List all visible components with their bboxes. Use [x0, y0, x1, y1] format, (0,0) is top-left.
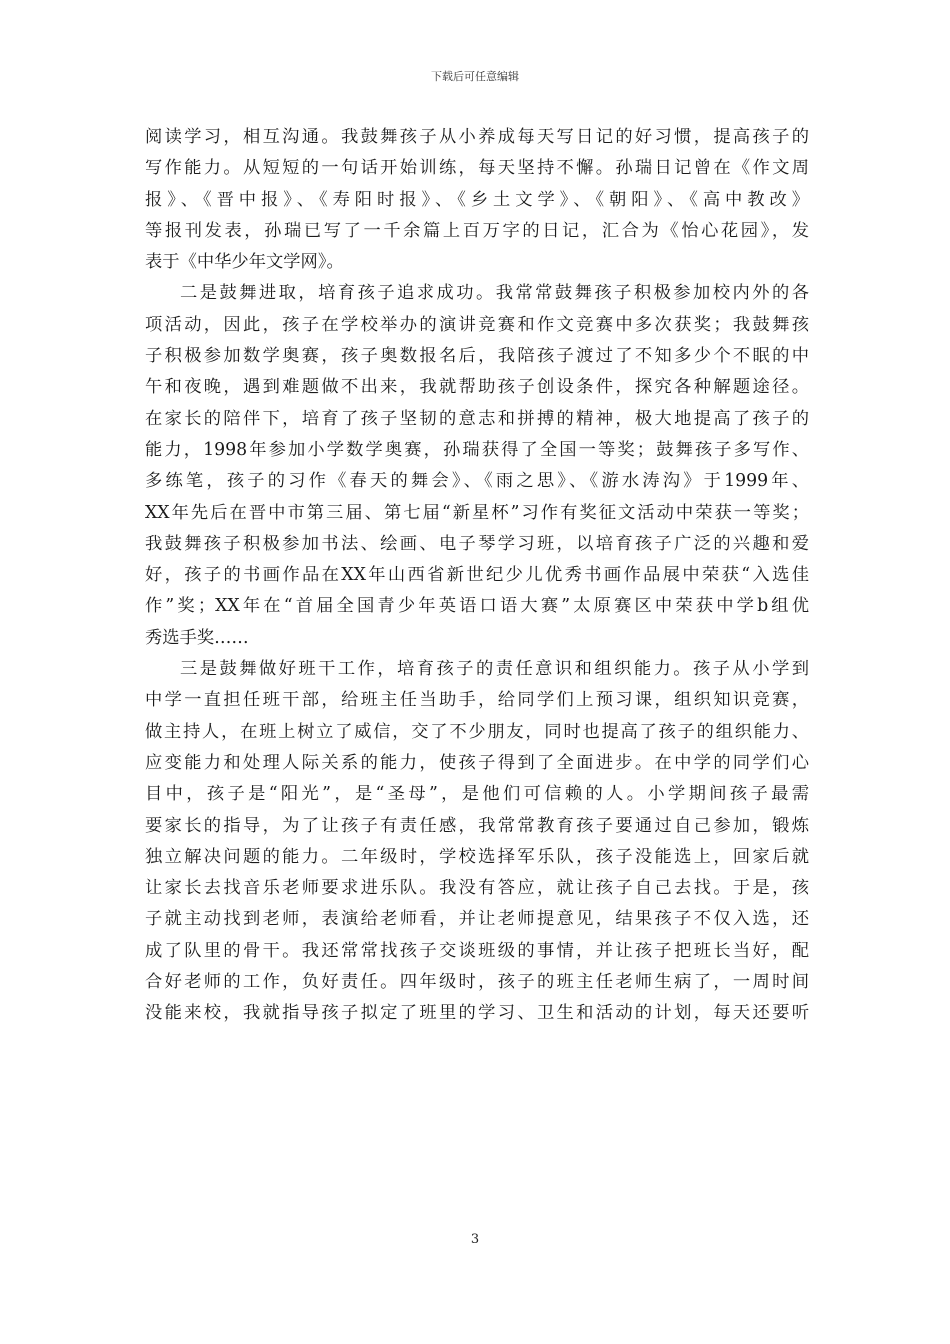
text-line: 三是鼓舞做好班干工作，培育孩子的责任意识和组织能力。孩子从小学到	[180, 659, 809, 680]
text-line: 表于《中华少年文学网》。	[145, 252, 344, 273]
paragraph	[145, 122, 809, 278]
text-line: 多练笔，孩子的习作《春天的舞会》、《雨之思》、《游水涛沟》于1999年、	[145, 471, 809, 492]
text-line: XX年先后在晋中市第三届、第七届“新星杯”习作有奖征文活动中荣获一等奖；	[145, 502, 809, 523]
text-line: 目中，孩子是“阳光”，是“圣母”，是他们可信赖的人。小学期间孩子最需	[145, 784, 809, 805]
text-line: 合好老师的工作，负好责任。四年级时，孩子的班主任老师生病了，一周时间	[145, 972, 809, 993]
text-line: 写作能力。从短短的一句话开始训练，每天坚持不懈。孙瑞日记曾在《作文周	[145, 158, 809, 179]
text-line: 成了队里的骨干。我还常常找孩子交谈班级的事情，并让孩子把班长当好，配	[145, 940, 809, 961]
text-line: 能力，1998年参加小学数学奥赛，孙瑞获得了全国一等奖；鼓舞孩子多写作、	[145, 439, 809, 460]
page-header: 下载后可任意编辑	[431, 70, 519, 83]
text-line: 阅读学习，相互沟通。我鼓舞孩子从小养成每天写日记的好习惯，提高孩子的	[145, 127, 809, 147]
text-line: 好，孩子的书画作品在XX年山西省新世纪少儿优秀书画作品展中荣获“入选佳	[145, 565, 809, 586]
text-line: 独立解决问题的能力。二年级时，学校选择军乐队，孩子没能选上，回家后就	[145, 846, 809, 867]
text-line: 做主持人，在班上树立了威信，交了不少朋友，同时也提高了孩子的组织能力、	[145, 721, 809, 742]
text-line: 子积极参加数学奥赛，孩子奥数报名后，我陪孩子渡过了不知多少个不眠的中	[145, 346, 809, 367]
text-line: 作”奖；XX年在“首届全国青少年英语口语大赛”太原赛区中荣获中学b组优	[145, 596, 809, 617]
text-line: 子就主动找到老师，表演给老师看，并让老师提意见，结果孩子不仅入选，还	[145, 909, 809, 930]
page-number: 3	[470, 1232, 480, 1247]
text-line: 让家长去找音乐老师要求进乐队。我没有答应，就让孩子自己去找。于是，孩	[145, 878, 809, 899]
text-line: 报》、《晋中报》、《寿阳时报》、《乡土文学》、《朝阳》、《高中教改》	[145, 189, 809, 210]
paragraph	[145, 654, 809, 1030]
text-line: 在家长的陪伴下，培育了孩子坚韧的意志和拼搏的精神，极大地提高了孩子的	[145, 408, 809, 429]
text-line: 应变能力和处理人际关系的能力，使孩子得到了全面进步。在中学的同学们心	[145, 752, 809, 773]
text-line: 二是鼓舞进取，培育孩子追求成功。我常常鼓舞孩子积极参加校内外的各	[180, 283, 809, 304]
text-line: 我鼓舞孩子积极参加书法、绘画、电子琴学习班，以培育孩子广泛的兴趣和爱	[145, 533, 809, 554]
text-line: 项活动，因此，孩子在学校举办的演讲竞赛和作文竞赛中多次获奖；我鼓舞孩	[145, 314, 809, 335]
body-text	[145, 122, 809, 1030]
text-line: 等报刊发表，孙瑞已写了一千余篇上百万字的日记，汇合为《怡心花园》，发	[145, 220, 809, 241]
text-line: 午和夜晚，遇到难题做不出来，我就帮助孩子创设条件，探究各种解题途径。	[145, 377, 809, 398]
paragraph	[145, 278, 809, 654]
text-line: 秀选手奖……	[145, 627, 249, 648]
text-line: 中学一直担任班干部，给班主任当助手，给同学们上预习课，组织知识竞赛，	[145, 690, 809, 711]
text-line: 没能来校，我就指导孩子拟定了班里的学习、卫生和活动的计划，每天还要听	[145, 1003, 809, 1024]
text-line: 要家长的指导，为了让孩子有责任感，我常常教育孩子要通过自己参加，锻炼	[145, 815, 809, 836]
